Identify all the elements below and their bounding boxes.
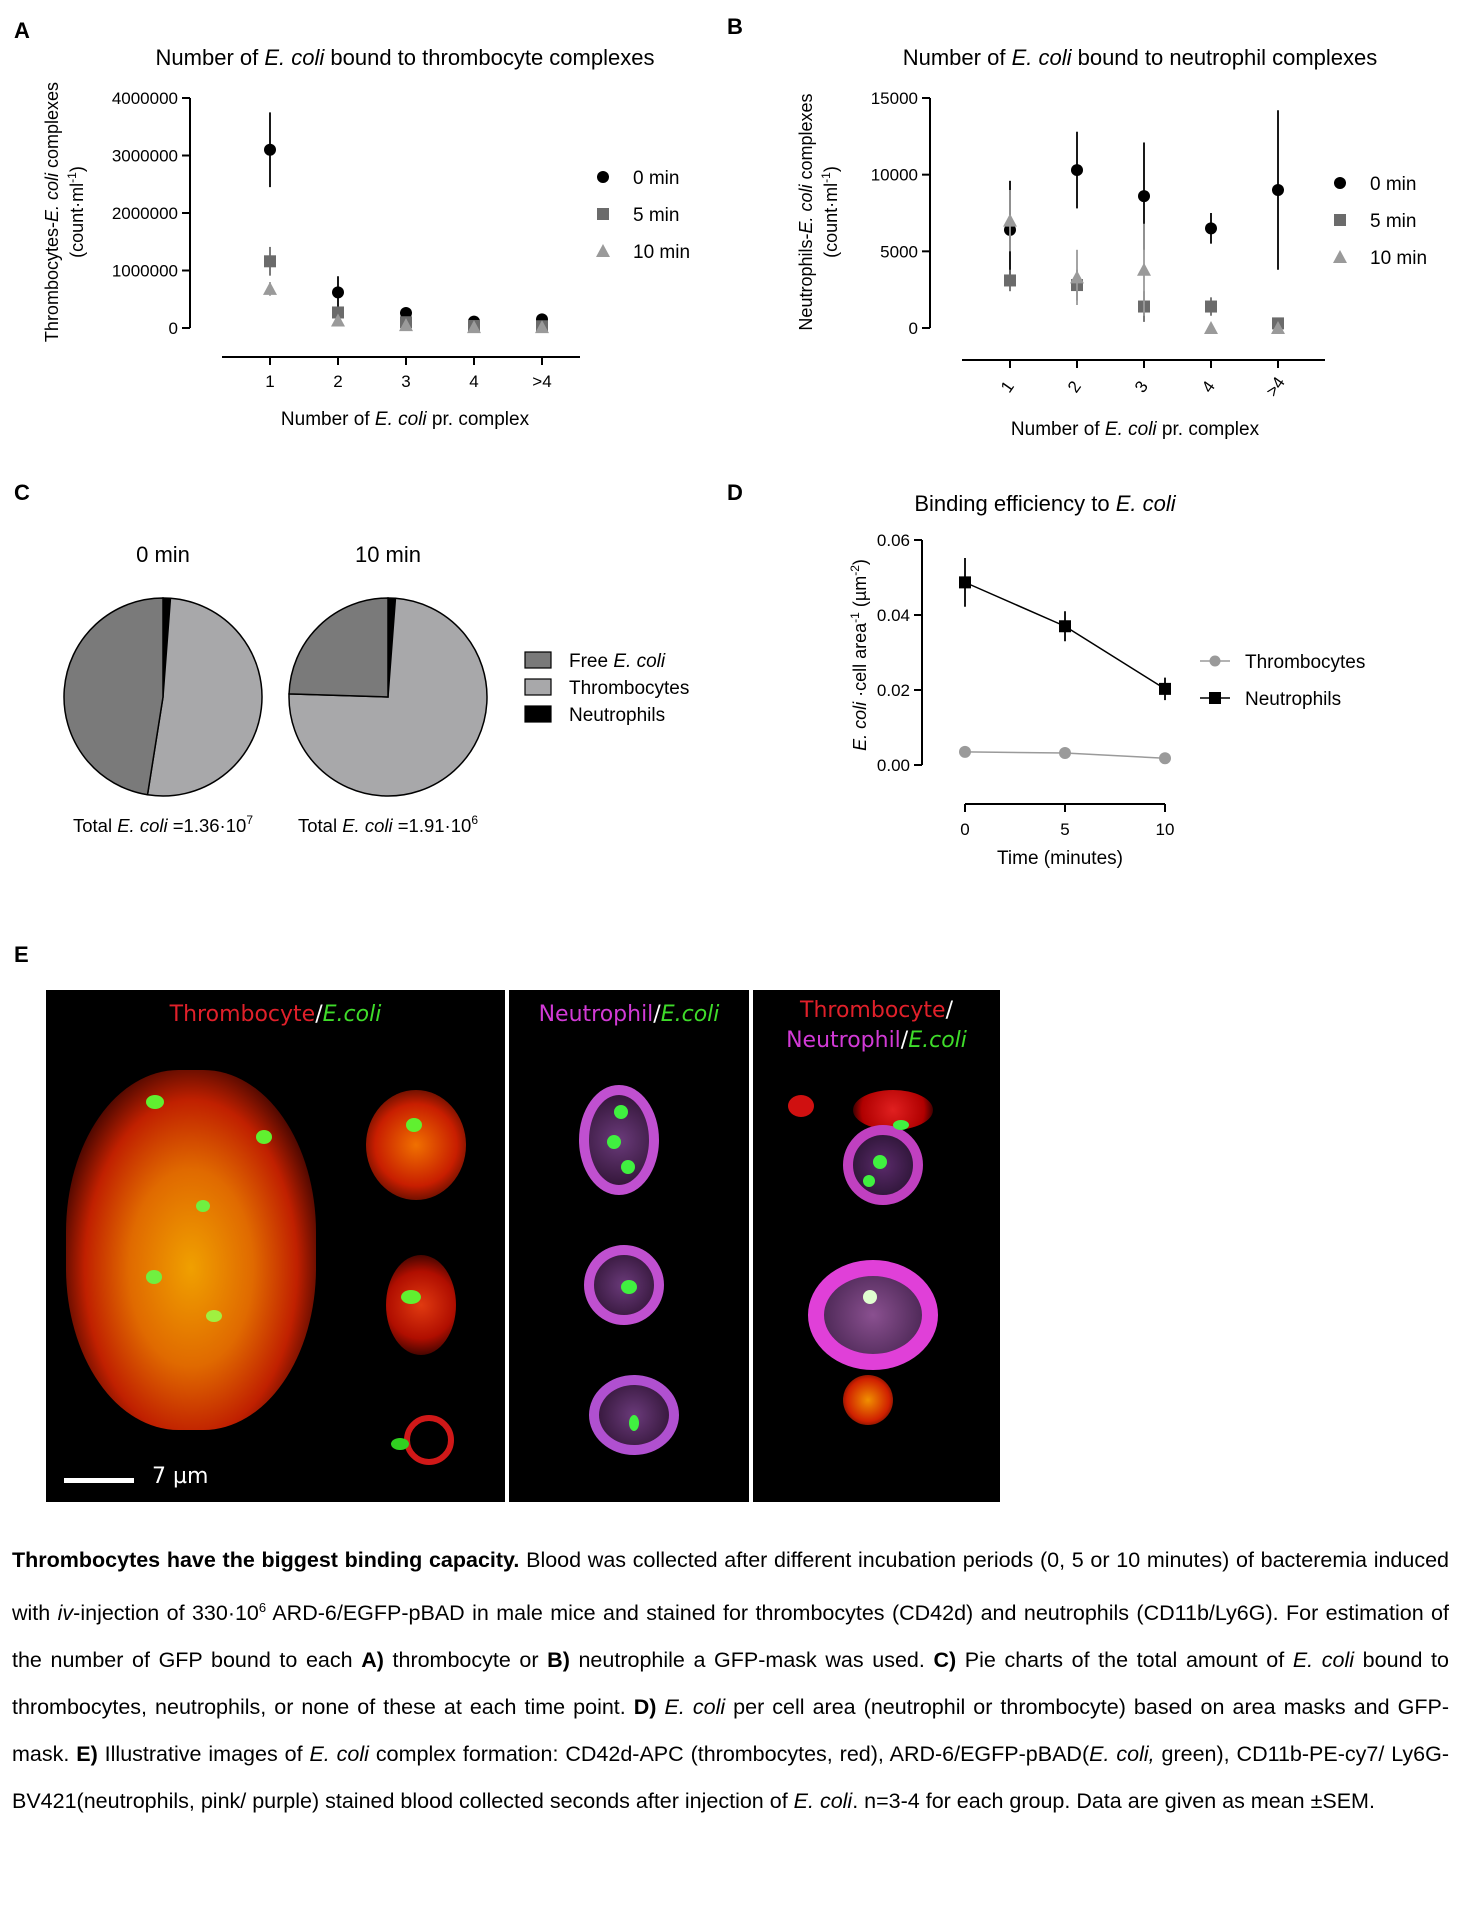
caption-text: E) xyxy=(76,1742,98,1767)
label-slash: / xyxy=(653,1002,661,1027)
caption-text: -injection of 330·10 xyxy=(73,1601,259,1626)
chart-a-ylabel-unit: $(count\cdot ml^{-1})$ xyxy=(65,166,87,258)
ecoli-dot xyxy=(873,1155,887,1169)
ecoli-dot xyxy=(614,1105,628,1119)
data-point xyxy=(1204,321,1218,334)
legend-label: Thrombocytes xyxy=(1245,652,1366,673)
caption-text: E. coli xyxy=(793,1789,853,1814)
legend-marker xyxy=(1209,692,1221,704)
chart-b-title: Number of E. coli bound to neutrophil complexes xyxy=(902,45,1378,70)
caption-text: . n=3-4 for each group. Data are given as mean ±SEM. xyxy=(852,1789,1375,1814)
x-tick-label: >4 xyxy=(1262,373,1289,401)
caption-text: E. coli xyxy=(309,1742,369,1767)
ecoli-dot xyxy=(607,1135,621,1149)
data-point xyxy=(1004,274,1016,286)
label-ecoli: E.coli xyxy=(908,1028,967,1053)
ecoli-dot xyxy=(401,1290,421,1304)
caption-text: B) xyxy=(547,1648,570,1673)
chart-d-xlabel: Time (minutes) xyxy=(997,848,1123,869)
legend-label: 10 min xyxy=(633,242,691,263)
panel-letter-e: E xyxy=(14,942,29,967)
legend-marker xyxy=(597,171,609,183)
ecoli-dot xyxy=(406,1118,422,1132)
x-tick-label: 1 xyxy=(265,372,275,391)
ecoli-dot xyxy=(146,1270,162,1284)
thrombocyte-blob xyxy=(788,1095,814,1117)
caption-text: Illustrative images of xyxy=(97,1742,310,1767)
legend-swatch xyxy=(525,652,551,668)
chart-c xyxy=(64,542,689,836)
data-point xyxy=(1272,184,1284,196)
ecoli-dot xyxy=(893,1120,909,1130)
neutrophil-cell xyxy=(808,1260,938,1370)
ecoli-dot xyxy=(196,1200,210,1212)
legend-marker xyxy=(1334,214,1346,226)
y-tick-label: 15000 xyxy=(870,89,918,108)
ecoli-dot xyxy=(629,1415,639,1431)
data-point xyxy=(1059,620,1071,632)
micro-title-1 xyxy=(46,1002,505,1027)
label-slash: / xyxy=(315,1002,323,1027)
legend-label: Free E. coli xyxy=(569,651,666,672)
caption-text: E. coli xyxy=(1292,1648,1355,1673)
caption-text: Blood was collected after different incubation periods (0, 5 or 10 minutes) of bacteremia induced with xyxy=(12,1548,1450,1626)
legend-label: 0 min xyxy=(1370,174,1417,195)
y-tick-label: 1000000 xyxy=(111,261,178,281)
pie-1-total: Total E. coli $=1.36\cdot 10^7$ xyxy=(73,813,253,836)
caption-text: complex formation: CD42d-APC (thrombocytes, red), ARD-6/EGFP-pBAD( xyxy=(368,1742,1090,1767)
legend-swatch xyxy=(525,679,551,695)
x-tick-label: 4 xyxy=(469,372,479,391)
y-tick-label: 0.04 xyxy=(876,606,910,625)
scale-bar xyxy=(64,1478,134,1483)
caption-text: C) xyxy=(933,1648,957,1673)
data-point xyxy=(1003,214,1017,227)
x-tick-label: 3 xyxy=(1130,377,1152,397)
data-point xyxy=(1070,270,1084,283)
label-neutrophil: Neutrophil xyxy=(538,1002,654,1027)
data-point xyxy=(1159,752,1171,764)
data-point xyxy=(263,282,277,295)
x-tick-label: 4 xyxy=(1197,377,1219,397)
thrombocyte-cluster-large xyxy=(66,1070,316,1430)
caption-text: per cell area (neutrophil or thrombocyte) based on area masks and GFP-mask. xyxy=(12,1695,1449,1767)
caption-text: green), CD11b-PE-cy7/ Ly6G-BV421(neutrophils, pink/ purple) stained blood collected seconds after injection of xyxy=(12,1742,1449,1814)
label-slash: / xyxy=(945,998,953,1023)
label-neutrophil: Neutrophil xyxy=(786,1028,901,1053)
ecoli-dot xyxy=(863,1290,877,1304)
chart-d-ylabel: E. coli ·cell area$^{-1}$ (µm$^{-2}$) xyxy=(848,559,870,751)
caption-text: A) xyxy=(361,1648,384,1673)
caption-text: ARD-6/EGFP-pBAD in male mice and stained for thrombocytes (CD42d) and neutrophils (CD11b/Ly6G). For estimation of the number of GFP bound to each xyxy=(12,1601,1449,1673)
caption-text: Pie charts of the total amount of xyxy=(956,1648,1293,1673)
data-point xyxy=(1205,222,1217,234)
ecoli-dot xyxy=(256,1130,272,1144)
data-point xyxy=(959,746,971,758)
data-point xyxy=(1205,301,1217,313)
chart-d-title: Binding efficiency to E. coli xyxy=(914,491,1176,516)
label-ecoli: E.coli xyxy=(322,1002,382,1027)
data-point xyxy=(1071,164,1083,176)
panel-letter-b: B xyxy=(727,14,743,39)
x-tick-label: 0 xyxy=(960,820,970,839)
legend-label: Neutrophils xyxy=(1245,689,1342,710)
legend-label: 0 min xyxy=(633,168,680,189)
figure-caption xyxy=(12,1537,1449,1825)
legend-label: Thrombocytes xyxy=(569,678,690,699)
y-tick-label: 0.06 xyxy=(876,531,910,550)
y-tick-label: 3000000 xyxy=(111,146,178,166)
caption-text: D) xyxy=(633,1695,657,1720)
y-tick-label: 0 xyxy=(908,319,918,338)
ecoli-dot xyxy=(621,1160,635,1174)
microscopy-figure xyxy=(46,990,1000,1502)
y-tick-label: 2000000 xyxy=(111,204,178,223)
legend-marker xyxy=(597,208,609,220)
chart-b-ylabel: Neutrophils-E. coli complexes xyxy=(796,93,816,331)
caption-text: 6 xyxy=(258,1600,267,1615)
x-tick-label: 1 xyxy=(996,377,1018,397)
chart-b-xlabel: Number of E. coli pr. complex xyxy=(1010,419,1260,440)
x-tick-label: 3 xyxy=(401,372,411,391)
caption-text: neutrophile a GFP-mask was used. xyxy=(569,1648,934,1673)
micro-title-3 xyxy=(753,996,1000,1056)
y-tick-label: 0.00 xyxy=(876,756,910,775)
x-tick-label: 2 xyxy=(1063,377,1085,397)
data-point xyxy=(1059,747,1071,759)
ecoli-dot xyxy=(206,1310,222,1322)
x-tick-label: >4 xyxy=(532,372,552,391)
thrombocyte-cluster-mid xyxy=(386,1255,456,1355)
data-point xyxy=(959,576,971,588)
micro-title-2 xyxy=(509,1002,749,1027)
chart-b xyxy=(796,45,1427,440)
pie-0min-slice-free xyxy=(64,598,163,795)
caption-title: Thrombocytes have the biggest binding capacity. xyxy=(12,1548,520,1572)
x-tick-label: 2 xyxy=(333,372,343,391)
microscopy-panel-thrombocyte xyxy=(46,990,505,1502)
data-point xyxy=(264,144,276,156)
caption-text: bound to thrombocytes, neutrophils, or none of these at each time point. xyxy=(12,1648,1449,1720)
label-ecoli: E.coli xyxy=(660,1002,720,1027)
caption-text: E. coli, xyxy=(1089,1742,1155,1767)
y-tick-label: 5000 xyxy=(880,242,918,262)
scale-bar-label: 7 µm xyxy=(152,1464,209,1489)
legend-marker xyxy=(1333,250,1347,263)
caption-text: iv xyxy=(57,1601,74,1626)
caption-text: thrombocyte or xyxy=(383,1648,548,1673)
legend-marker xyxy=(596,244,610,257)
chart-a-title: Number of E. coli bound to thrombocyte complexes xyxy=(155,45,655,70)
chart-a-ylabel: Thrombocytes-E. coli complexes xyxy=(42,81,62,343)
microscopy-panel-neutrophil xyxy=(509,990,749,1502)
data-point xyxy=(332,286,344,298)
thrombocyte-ring xyxy=(404,1415,454,1465)
label-thrombocyte: Thrombocyte xyxy=(169,1002,316,1027)
y-tick-label: 0 xyxy=(168,319,178,338)
y-tick-label: 4000000 xyxy=(111,89,178,108)
panel-letter-d: D xyxy=(727,480,743,505)
label-slash: / xyxy=(900,1028,909,1053)
chart-b-ylabel-unit: $(count\cdot ml^{-1})$ xyxy=(819,166,841,258)
pie-2-total: Total E. coli $=1.91\cdot 10^6$ xyxy=(298,813,478,836)
thrombocyte-blob xyxy=(843,1375,893,1425)
legend-marker xyxy=(1210,656,1221,667)
ecoli-dot xyxy=(863,1175,875,1187)
legend-label: 5 min xyxy=(633,205,680,226)
ecoli-dot xyxy=(621,1280,637,1294)
pie-2-title: 10 min xyxy=(354,542,422,567)
x-tick-label: 5 xyxy=(1060,820,1070,839)
y-tick-label: 10000 xyxy=(870,165,918,185)
data-point xyxy=(264,255,276,267)
data-point xyxy=(1138,190,1150,202)
caption-text: E. coli xyxy=(664,1695,726,1720)
data-point xyxy=(1159,683,1171,695)
chart-a-xlabel: Number of E. coli pr. complex xyxy=(280,409,530,430)
panel-letter-c: C xyxy=(14,480,30,505)
label-thrombocyte: Thrombocyte xyxy=(800,998,946,1023)
panel-letter-a: A xyxy=(14,18,30,43)
data-point xyxy=(1137,263,1151,276)
chart-d xyxy=(848,491,1365,869)
ecoli-dot xyxy=(146,1095,164,1109)
legend-marker xyxy=(1334,177,1346,189)
ecoli-dot xyxy=(391,1438,409,1450)
legend-swatch xyxy=(525,706,551,722)
pie-10min-slice-free xyxy=(289,598,388,697)
legend-label: Neutrophils xyxy=(569,705,666,726)
chart-a xyxy=(42,45,690,430)
legend-label: 10 min xyxy=(1370,248,1428,269)
y-tick-label: 0.02 xyxy=(876,681,910,700)
pie-1-title: 0 min xyxy=(136,542,190,567)
legend-label: 5 min xyxy=(1370,211,1417,232)
x-tick-label: 10 xyxy=(1155,820,1175,839)
thrombocyte-cluster-small xyxy=(366,1090,466,1200)
microscopy-panel-combined xyxy=(753,990,1000,1502)
figure-charts xyxy=(0,0,1461,900)
